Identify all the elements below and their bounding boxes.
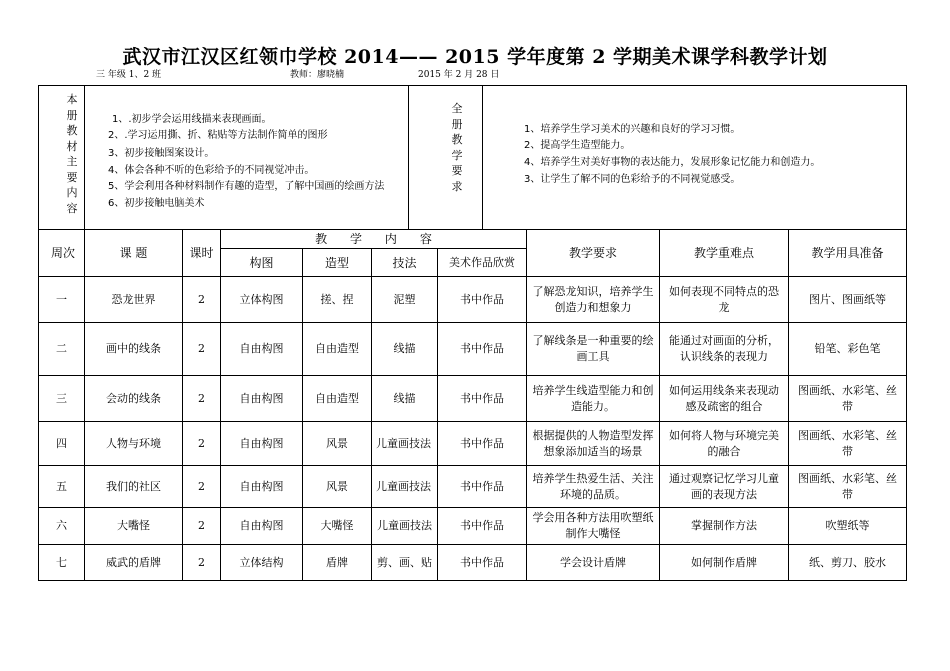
technique-cell: 泥塑	[372, 277, 438, 323]
composition-cell: 立体构图	[221, 277, 303, 323]
modeling-cell: 自由造型	[303, 376, 372, 422]
week-cell: 二	[39, 323, 85, 376]
topic-cell: 画中的线条	[85, 323, 183, 376]
header-week: 周次	[39, 230, 85, 277]
composition-cell: 自由构图	[221, 323, 303, 376]
content-item: 5、学会利用各种材料制作有趣的造型，了解中国画的绘画方法	[108, 181, 385, 192]
appreciation-cell: 书中作品	[438, 277, 527, 323]
tools-cell: 图片、图画纸等	[789, 277, 907, 323]
week-cell: 七	[39, 545, 85, 581]
appreciation-cell: 书中作品	[438, 422, 527, 466]
technique-cell: 线描	[372, 376, 438, 422]
header-requirements: 教学要求	[527, 230, 660, 277]
topic-cell: 人物与环境	[85, 422, 183, 466]
composition-cell: 自由构图	[221, 466, 303, 508]
teacher-name: 教师：廖晓楠	[290, 70, 345, 80]
header-composition: 构图	[221, 249, 303, 277]
table-row	[39, 323, 907, 376]
requirement-cell: 了解线条是一种重要的绘画工具	[527, 323, 660, 376]
table-row	[39, 277, 907, 323]
hours-cell: 2	[183, 508, 221, 545]
header-row	[39, 230, 907, 249]
header-keypoints: 教学重难点	[660, 230, 789, 277]
table-row	[39, 422, 907, 466]
content-item: 2、.学习运用撕、折、粘贴等方法制作简单的图形	[108, 130, 328, 141]
requirement-item: 3、让学生了解不同的色彩给予的不同视觉感受。	[524, 174, 741, 185]
requirement-cell: 学会设计盾牌	[527, 545, 660, 581]
requirement-cell: 根据提供的人物造型发挥想象添加适当的场景	[527, 422, 660, 466]
keypoint-cell: 如何将人物与环境完美的融合	[660, 422, 789, 466]
hours-cell: 2	[183, 277, 221, 323]
keypoint-cell: 如何表现不同特点的恐龙	[660, 277, 789, 323]
tools-cell: 图画纸、水彩笔、丝带	[789, 466, 907, 508]
modeling-cell: 风景	[303, 466, 372, 508]
requirement-label: 全 册 教 学 要 求	[451, 102, 463, 193]
keypoint-cell: 能通过对画面的分析，认识线条的表现力	[660, 323, 789, 376]
composition-cell: 自由构图	[221, 376, 303, 422]
tools-cell: 吹塑纸等	[789, 508, 907, 545]
grade-class: 三 年级 1、2 班	[96, 70, 162, 80]
week-cell: 六	[39, 508, 85, 545]
overview-divider-1	[84, 85, 85, 230]
modeling-cell: 搓、捏	[303, 277, 372, 323]
topic-cell: 恐龙世界	[85, 277, 183, 323]
appreciation-cell: 书中作品	[438, 323, 527, 376]
overview-divider-2	[408, 85, 409, 230]
table-row	[39, 508, 907, 545]
plan-date: 2015 年 2 月 28 日	[418, 70, 500, 80]
header-modeling: 造型	[303, 249, 372, 277]
header-topic: 课 题	[85, 230, 183, 277]
hours-cell: 2	[183, 466, 221, 508]
composition-cell: 自由构图	[221, 508, 303, 545]
composition-cell: 立体结构	[221, 545, 303, 581]
week-cell: 一	[39, 277, 85, 323]
appreciation-cell: 书中作品	[438, 466, 527, 508]
topic-cell: 威武的盾牌	[85, 545, 183, 581]
week-cell: 五	[39, 466, 85, 508]
appreciation-cell: 书中作品	[438, 508, 527, 545]
requirement-item: 2、提高学生造型能力。	[524, 140, 631, 151]
requirement-cell: 了解恐龙知识，培养学生创造力和想象力	[527, 277, 660, 323]
lesson-plan-table	[38, 229, 907, 581]
page-title: 武汉市江汉区红领巾学校 2014—— 2015 学年度第 2 学期美术课学科教学计划	[122, 46, 828, 68]
topic-cell: 大嘴怪	[85, 508, 183, 545]
tools-cell: 纸、剪刀、胶水	[789, 545, 907, 581]
header-technique: 技法	[372, 249, 438, 277]
appreciation-cell: 书中作品	[438, 376, 527, 422]
requirement-cell: 学会用各种方法用吹塑纸制作大嘴怪	[527, 508, 660, 545]
content-item: 1、.初步学会运用线描来表现画面。	[112, 114, 272, 125]
modeling-cell: 自由造型	[303, 323, 372, 376]
header-teaching-content: 教 学 内 容	[221, 230, 527, 249]
requirement-cell: 培养学生热爱生活、关注环境的品质。	[527, 466, 660, 508]
technique-cell: 儿童画技法	[372, 466, 438, 508]
content-item: 3、初步接触图案设计。	[108, 148, 215, 159]
content-label: 本 册 教 材 主 要 内 容	[66, 93, 78, 215]
week-cell: 四	[39, 422, 85, 466]
overview-divider-3	[482, 85, 483, 230]
keypoint-cell: 掌握制作方法	[660, 508, 789, 545]
technique-cell: 儿童画技法	[372, 508, 438, 545]
technique-cell: 线描	[372, 323, 438, 376]
content-item: 4、体会各种不听的色彩给予的不同视觉冲击。	[108, 165, 315, 176]
modeling-cell: 大嘴怪	[303, 508, 372, 545]
topic-cell: 我们的社区	[85, 466, 183, 508]
technique-cell: 儿童画技法	[372, 422, 438, 466]
technique-cell: 剪、画、贴	[372, 545, 438, 581]
modeling-cell: 风景	[303, 422, 372, 466]
modeling-cell: 盾牌	[303, 545, 372, 581]
tools-cell: 铅笔、彩色笔	[789, 323, 907, 376]
keypoint-cell: 如何运用线条来表现动感及疏密的组合	[660, 376, 789, 422]
keypoint-cell: 通过观察记忆学习儿童画的表现方法	[660, 466, 789, 508]
requirement-item: 4、培养学生对美好事物的表达能力，发展形象记忆能力和创造力。	[524, 157, 821, 168]
table-row	[39, 376, 907, 422]
hours-cell: 2	[183, 376, 221, 422]
requirement-cell: 培养学生线造型能力和创造能力。	[527, 376, 660, 422]
header-appreciation: 美术作品欣赏	[438, 249, 527, 277]
tools-cell: 图画纸、水彩笔、丝带	[789, 376, 907, 422]
table-row	[39, 545, 907, 581]
keypoint-cell: 如何制作盾牌	[660, 545, 789, 581]
appreciation-cell: 书中作品	[438, 545, 527, 581]
content-item: 6、初步接触电脑美术	[108, 198, 205, 209]
topic-cell: 会动的线条	[85, 376, 183, 422]
header-hours: 课时	[183, 230, 221, 277]
composition-cell: 自由构图	[221, 422, 303, 466]
tools-cell: 图画纸、水彩笔、丝带	[789, 422, 907, 466]
requirement-item: 1、培养学生学习美术的兴趣和良好的学习习惯。	[524, 124, 741, 135]
table-row	[39, 466, 907, 508]
hours-cell: 2	[183, 422, 221, 466]
header-tools: 教学用具准备	[789, 230, 907, 277]
week-cell: 三	[39, 376, 85, 422]
hours-cell: 2	[183, 545, 221, 581]
hours-cell: 2	[183, 323, 221, 376]
